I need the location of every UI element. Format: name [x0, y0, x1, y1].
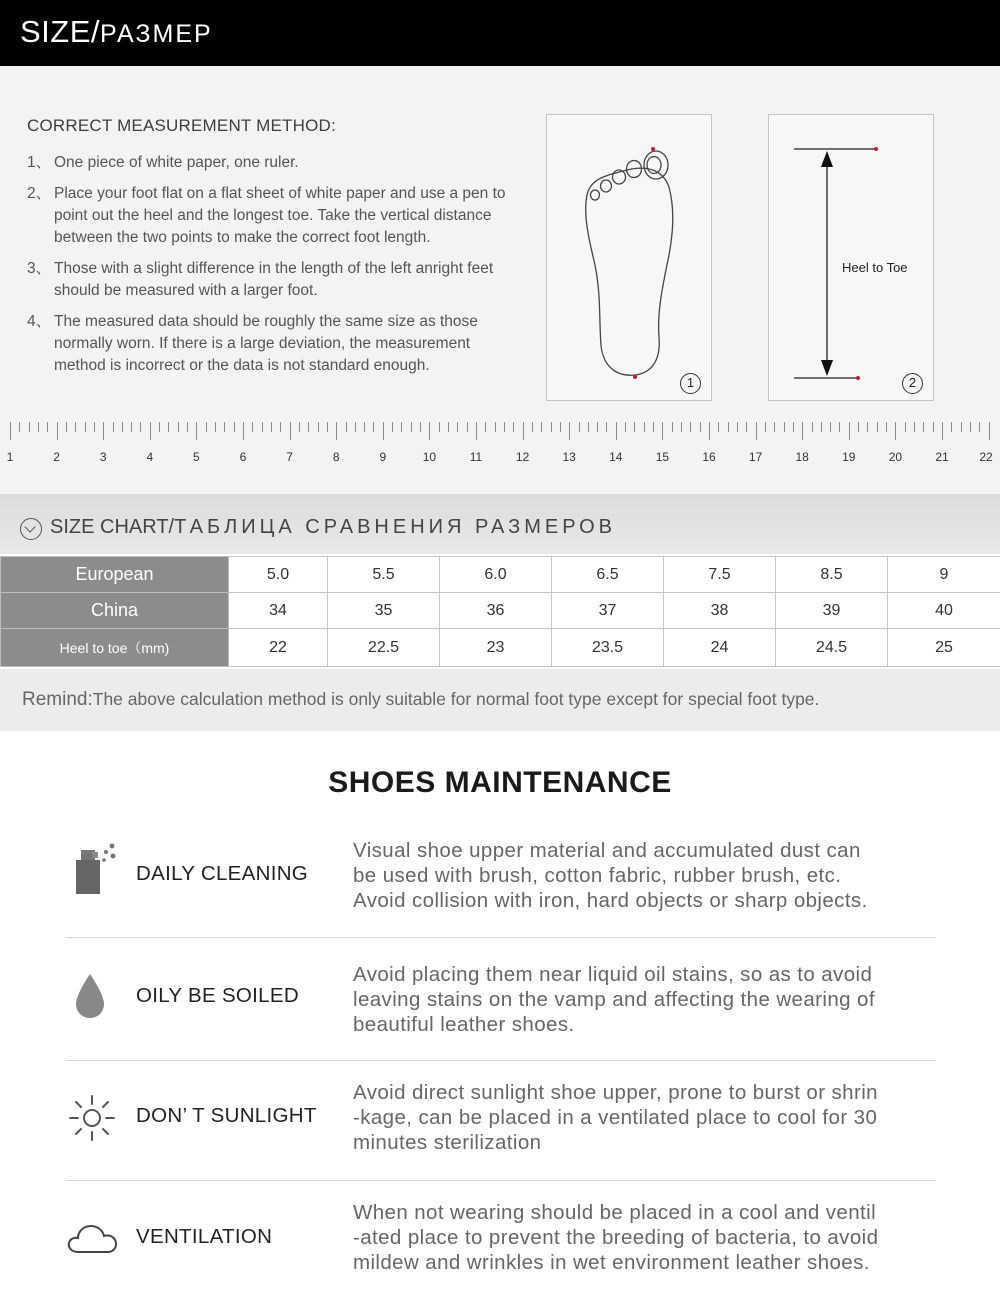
ruler-tick — [579, 422, 580, 432]
ruler-tick — [103, 422, 104, 440]
table-cell: 24 — [664, 629, 776, 667]
maintenance-desc — [353, 1080, 943, 1155]
ruler-tick — [895, 422, 896, 440]
ruler-tick — [858, 422, 859, 432]
ruler-tick — [75, 422, 76, 432]
ruler-label: 18 — [795, 450, 809, 464]
maintenance-desc — [353, 1200, 943, 1275]
ruler-tick — [159, 422, 160, 432]
ruler-tick — [243, 422, 244, 440]
step-1 — [27, 152, 507, 174]
ruler-tick — [57, 422, 58, 440]
step-2 — [27, 183, 507, 249]
maintenance-title: SHOES MAINTENANCE — [328, 766, 672, 799]
chevron-circle-icon — [20, 518, 42, 540]
ruler-tick — [85, 422, 86, 432]
desc-line: Visual shoe upper material and accumulated dust can — [353, 839, 861, 862]
ruler-tick — [346, 422, 347, 432]
ruler-label: 15 — [655, 450, 670, 464]
cloud-icon — [66, 1220, 120, 1256]
desc-line: beautiful leather shoes. — [353, 1013, 575, 1036]
ruler-tick — [271, 422, 272, 432]
step-text: The measured data should be roughly the same size as those normally worn. If there is a large deviation, the measurement method is incorrect or the data is not standard enough. — [54, 313, 478, 374]
table-row — [1, 593, 1000, 629]
ruler-tick — [140, 422, 141, 432]
ruler-tick — [970, 422, 971, 432]
ruler-tick — [262, 422, 263, 432]
ruler-tick — [718, 422, 719, 432]
ruler-tick — [653, 422, 654, 432]
heel-to-toe-panel — [768, 114, 934, 401]
ruler-tick — [66, 422, 67, 432]
ruler-tick — [672, 422, 673, 432]
ruler-tick — [532, 422, 533, 432]
maintenance-label: DAILY CLEANING — [136, 862, 309, 885]
table-row — [1, 557, 1000, 593]
step-text: Those with a slight difference in the length of the left anright feet should be measured with a larger foot. — [54, 260, 494, 299]
remind-note — [22, 689, 819, 711]
ruler-tick — [839, 422, 840, 432]
ruler-tick — [625, 422, 626, 432]
ruler-tick — [690, 422, 691, 432]
ruler-tick — [933, 422, 934, 432]
desc-line: Avoid collision with iron, hard objects or sharp objects. — [353, 889, 868, 912]
ruler-tick — [560, 422, 561, 432]
ruler-tick — [942, 422, 943, 440]
ruler-tick — [401, 422, 402, 432]
ruler-tick — [606, 422, 607, 432]
ruler — [0, 422, 1000, 482]
ruler-tick — [821, 422, 822, 432]
table-cell: 34 — [229, 593, 328, 629]
ruler-tick — [877, 422, 878, 432]
measurement-title: CORRECT MEASUREMENT METHOD: — [27, 116, 336, 135]
ruler-tick — [131, 422, 132, 432]
desc-line: -kage, can be placed in a ventilated place to cool for 30 — [353, 1106, 878, 1129]
step-number: 3、 — [27, 260, 52, 277]
table-cell: 38 — [664, 593, 776, 629]
ruler-tick — [523, 422, 524, 440]
ruler-label: 14 — [609, 450, 623, 464]
ruler-tick — [849, 422, 850, 440]
ruler-tick — [355, 422, 356, 432]
size-chart-title — [50, 516, 616, 539]
maintenance-item-ventilation — [66, 1200, 936, 1290]
ruler-label: 2 — [53, 450, 60, 464]
ruler-tick — [886, 422, 887, 432]
ruler-tick — [38, 422, 39, 432]
ruler-label: 5 — [193, 450, 200, 464]
ruler-tick — [10, 422, 11, 440]
ruler-tick — [914, 422, 915, 432]
table-cell: 23 — [440, 629, 552, 667]
ruler-tick — [196, 422, 197, 440]
desc-line: minutes sterilization — [353, 1131, 542, 1154]
table-cell: 40 — [888, 593, 1000, 629]
table-cell: 5.5 — [328, 557, 440, 593]
title-ru: РАЗМЕР — [100, 20, 213, 48]
ruler-tick — [187, 422, 188, 432]
ruler-label: 1 — [6, 450, 14, 464]
ruler-label: 4 — [146, 450, 154, 464]
ruler-tick — [812, 422, 813, 432]
table-cell: 9 — [888, 557, 1000, 593]
ruler-tick — [457, 422, 458, 432]
ruler-tick — [318, 422, 319, 432]
ruler-tick — [383, 422, 384, 440]
row-header: China — [1, 593, 229, 629]
measurement-section — [0, 66, 1000, 494]
ruler-tick — [280, 422, 281, 432]
desc-line: Avoid direct sunlight shoe upper, prone to burst or shrin — [353, 1081, 878, 1104]
ruler-tick — [961, 422, 962, 432]
ruler-tick — [47, 422, 48, 432]
ruler-tick — [122, 422, 123, 432]
ruler-tick — [476, 422, 477, 440]
maintenance-label: DON’ T SUNLIGHT — [136, 1104, 317, 1127]
ruler-tick — [206, 422, 207, 432]
divider — [66, 937, 936, 938]
ruler-tick — [951, 422, 952, 432]
size-chart-table — [0, 556, 1000, 667]
ruler-tick — [485, 422, 486, 432]
table-cell: 35 — [328, 593, 440, 629]
ruler-label: 22 — [979, 450, 993, 464]
measurement-steps — [27, 152, 507, 386]
table-cell: 6.0 — [440, 557, 552, 593]
ruler-tick — [429, 422, 430, 440]
table-cell: 8.5 — [776, 557, 888, 593]
ruler-tick — [19, 422, 20, 432]
table-cell: 5.0 — [229, 557, 328, 593]
remind-bar — [0, 669, 1000, 731]
ruler-tick — [569, 422, 570, 440]
maintenance-item-daily-cleaning — [66, 838, 936, 928]
ruler-tick — [756, 422, 757, 440]
ruler-tick — [765, 422, 766, 432]
ruler-tick — [700, 422, 701, 432]
ruler-tick — [392, 422, 393, 432]
ruler-label: 12 — [515, 450, 530, 464]
ruler-tick — [290, 422, 291, 440]
ruler-tick — [905, 422, 906, 432]
oil-drop-icon — [66, 970, 114, 1022]
ruler-tick — [923, 422, 924, 432]
row-header: Heel to toe（mm) — [1, 629, 229, 667]
ruler-label: 16 — [702, 450, 716, 464]
measurement-arrow-icon — [769, 115, 935, 402]
remind-key: Remind: — [22, 689, 93, 710]
ruler-tick — [681, 422, 682, 432]
ruler-tick — [373, 422, 374, 432]
table-cell: 23.5 — [552, 629, 664, 667]
divider — [66, 1180, 936, 1181]
ruler-label: 3 — [99, 450, 107, 464]
ruler-tick — [29, 422, 30, 432]
table-cell: 22.5 — [328, 629, 440, 667]
ruler-tick — [989, 422, 990, 440]
ruler-tick — [467, 422, 468, 432]
ruler-tick — [504, 422, 505, 432]
ruler-tick — [448, 422, 449, 432]
step-4 — [27, 311, 507, 377]
foot-outline-panel — [546, 114, 712, 401]
ruler-label: 20 — [888, 450, 903, 464]
ruler-label: 7 — [286, 450, 293, 464]
size-chart-title-en: SIZE CHART/ — [50, 516, 175, 538]
step-text: One piece of white paper, one ruler. — [54, 154, 299, 171]
ruler-tick — [364, 422, 365, 432]
ruler-tick — [178, 422, 179, 432]
ruler-tick — [830, 422, 831, 432]
ruler-tick — [551, 422, 552, 432]
desc-line: be used with brush, cotton fabric, rubber brush, etc. — [353, 864, 842, 887]
ruler-tick — [979, 422, 980, 432]
ruler-tick — [215, 422, 216, 432]
ruler-tick — [746, 422, 747, 432]
ruler-tick — [634, 422, 635, 432]
ruler-tick — [728, 422, 729, 432]
ruler-tick — [709, 422, 710, 440]
remind-text: The above calculation method is only suitable for normal foot type except for special foot type. — [92, 689, 820, 709]
table-cell: 36 — [440, 593, 552, 629]
ruler-tick — [737, 422, 738, 432]
ruler-tick — [784, 422, 785, 432]
spray-bottle-icon — [66, 840, 118, 896]
ruler-tick — [150, 422, 151, 440]
ruler-tick — [662, 422, 663, 440]
size-chart-header — [0, 494, 1000, 554]
ruler-tick — [308, 422, 309, 432]
sun-icon — [66, 1092, 118, 1144]
ruler-label: 19 — [842, 450, 856, 464]
ruler-label: 9 — [379, 450, 387, 464]
ruler-tick — [644, 422, 645, 432]
ruler-tick — [252, 422, 253, 432]
step-number: 4、 — [27, 313, 52, 330]
ruler-tick — [774, 422, 775, 432]
ruler-tick — [616, 422, 617, 440]
ruler-tick — [867, 422, 868, 432]
ruler-tick — [224, 422, 225, 432]
step-number: 1、 — [27, 154, 52, 171]
desc-line: mildew and wrinkles in wet environment leather shoes. — [353, 1251, 870, 1274]
ruler-tick — [234, 422, 235, 432]
ruler-label: 13 — [562, 450, 576, 464]
ruler-tick — [168, 422, 169, 432]
ruler-label: 6 — [239, 450, 247, 464]
ruler-tick — [420, 422, 421, 432]
ruler-tick — [513, 422, 514, 432]
desc-line: -ated place to prevent the breeding of bacteria, to avoid — [353, 1226, 879, 1249]
ruler-tick — [336, 422, 337, 440]
ruler-label: 21 — [935, 450, 949, 464]
ruler-tick — [541, 422, 542, 432]
ruler-tick — [588, 422, 589, 432]
table-cell: 7.5 — [664, 557, 776, 593]
page-title — [20, 14, 213, 50]
row-header: European — [1, 557, 229, 593]
maintenance-label: VENTILATION — [136, 1225, 273, 1248]
table-cell: 39 — [776, 593, 888, 629]
table-cell: 24.5 — [776, 629, 888, 667]
table-cell: 6.5 — [552, 557, 664, 593]
table-row — [1, 629, 1000, 667]
step-3 — [27, 258, 507, 302]
table-cell: 22 — [229, 629, 328, 667]
panel-1-badge: 1 — [680, 373, 701, 394]
maintenance-desc — [353, 838, 943, 913]
ruler-tick — [802, 422, 803, 440]
ruler-label: 10 — [422, 450, 437, 464]
ruler-label: 17 — [748, 450, 763, 464]
step-text: Place your foot flat on a flat sheet of white paper and use a pen to point out the heel and the longest toe. Take the vertical distance between the two points to make the correct foot length. — [54, 185, 506, 246]
ruler-tick — [113, 422, 114, 432]
step-number: 2、 — [27, 185, 52, 202]
page-header — [0, 0, 1000, 66]
title-en: SIZE/ — [20, 14, 101, 49]
desc-line: When not wearing should be placed in a cool and ventil — [353, 1201, 877, 1224]
ruler-tick — [597, 422, 598, 432]
ruler-tick — [439, 422, 440, 432]
ruler-tick — [299, 422, 300, 432]
maintenance-item-sunlight — [66, 1080, 936, 1170]
heel-to-toe-label: Heel to Toe — [842, 260, 908, 275]
desc-line: leaving stains on the vamp and affecting the wearing of — [353, 988, 875, 1011]
size-chart-title-ru: ТАБЛИЦА СРАВНЕНИЯ РАЗМЕРОВ — [174, 516, 617, 538]
panel-2-badge: 2 — [902, 373, 923, 394]
maintenance-label: OILY BE SOILED — [136, 984, 299, 1007]
ruler-tick — [94, 422, 95, 432]
foot-outline-icon — [547, 115, 713, 402]
ruler-tick — [495, 422, 496, 432]
desc-line: Avoid placing them near liquid oil stains, so as to avoid — [353, 963, 873, 986]
ruler-tick — [327, 422, 328, 432]
ruler-tick — [411, 422, 412, 432]
ruler-label: 8 — [332, 450, 340, 464]
table-cell: 25 — [888, 629, 1000, 667]
ruler-label: 11 — [469, 450, 483, 464]
table-cell: 37 — [552, 593, 664, 629]
maintenance-item-oily — [66, 962, 936, 1052]
divider — [66, 1060, 936, 1061]
maintenance-desc — [353, 962, 943, 1037]
ruler-tick — [793, 422, 794, 432]
